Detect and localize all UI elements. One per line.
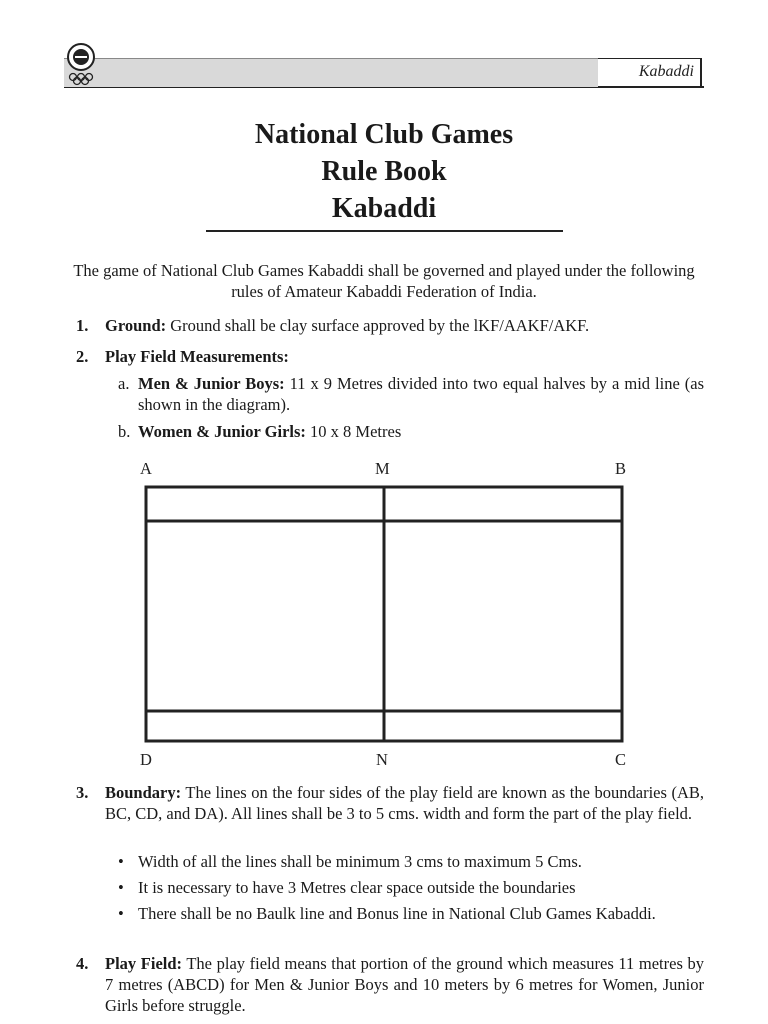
corner-label-a: A	[140, 459, 152, 478]
rule-4-number: 4.	[76, 954, 89, 973]
page-title-line-1: National Club Games	[254, 119, 514, 150]
rule-2a	[138, 373, 704, 415]
rule-3	[105, 782, 704, 824]
bullet-3-marker: •	[118, 904, 124, 923]
corner-label-d: D	[140, 750, 152, 769]
corner-label-m: M	[375, 459, 390, 478]
header-section-tag: Kabaddi	[598, 58, 702, 86]
rule-4	[105, 953, 704, 1016]
rule-2b-label: Women & Junior Girls:	[138, 422, 306, 441]
rule-4-label: Play Field:	[105, 954, 183, 973]
rule-2-label: Play Field Measurements:	[105, 347, 289, 366]
rule-1-number: 1.	[76, 316, 89, 335]
corner-label-c: C	[615, 750, 627, 769]
rule-1	[105, 315, 705, 336]
rule-2b-marker: b.	[118, 422, 131, 441]
header-shade	[64, 58, 598, 87]
rule-2b-text: 10 x 8 Metres	[305, 422, 402, 441]
bullet-2-marker: •	[118, 878, 124, 897]
bullet-1-marker: •	[118, 852, 124, 871]
running-header	[64, 58, 704, 88]
page-title-line-2: Rule Book	[321, 156, 447, 187]
rule-3-number: 3.	[76, 783, 89, 802]
title-divider	[206, 230, 563, 232]
corner-label-n: N	[376, 750, 388, 769]
rule-2b	[138, 421, 704, 442]
rule-3-label: Boundary:	[105, 783, 182, 802]
rule-1-text: Ground shall be clay surface approved by the lKF/AAKF/AKF.	[166, 316, 590, 335]
rule-3-bullet-3: There shall be no Baulk line and Bonus line in National Club Games Kabaddi.	[138, 904, 656, 923]
rule-2a-label: Men & Junior Boys:	[138, 374, 285, 393]
rule-2-number: 2.	[76, 347, 89, 366]
rule-2a-text: 11 x 9 Metres divided into two equal halves by a mid line (as shown in the diagram).	[138, 374, 704, 414]
corner-label-b: B	[615, 459, 627, 478]
rule-3-text: The lines on the four sides of the play field are known as the boundaries (AB, BC, CD, and DA). All lines shall be 3 to 5 cms. width and form the part of the play field.	[105, 783, 704, 823]
page-title-line-3: Kabaddi	[331, 193, 437, 224]
rule-2a-marker: a.	[118, 374, 130, 393]
olympic-association-logo-icon	[64, 42, 98, 88]
rule-3-bullet-1: Width of all the lines shall be minimum 3 cms to maximum 5 Cms.	[138, 852, 582, 871]
rule-3-bullet-2: It is necessary to have 3 Metres clear space outside the boundaries	[138, 878, 576, 897]
rule-4-text: The play field means that portion of the ground which measures 11 metres by 7 metres (ABCD) for Men & Junior Boys and 10 meters by 6 metres for Women, Junior Girls before struggle.	[105, 954, 704, 1015]
rule-1-label: Ground:	[105, 316, 167, 335]
play-field-diagram	[130, 455, 640, 775]
intro-paragraph: The game of National Club Games Kabaddi shall be governed and played under the following rules of Amateur Kabaddi Federation of India.	[73, 261, 695, 301]
